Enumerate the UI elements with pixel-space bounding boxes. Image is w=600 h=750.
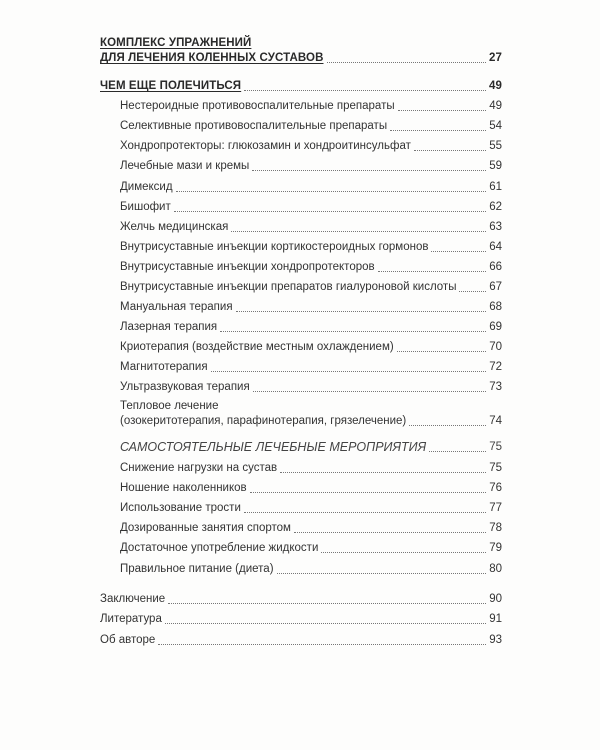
toc-part-2-page: 49 [489, 80, 502, 92]
toc-item-page: 55 [489, 140, 502, 152]
toc-item[interactable] [120, 481, 502, 496]
toc-item-page: 78 [489, 522, 502, 534]
toc-item-page: 59 [489, 160, 502, 172]
dot-leader [321, 551, 486, 553]
toc-item-page: 69 [489, 321, 502, 333]
toc-item-title: Литература [100, 613, 162, 625]
dot-leader [431, 250, 486, 252]
toc-item-title: Нестероидные противовоспалительные препараты [120, 100, 395, 112]
toc-item-title: Криотерапия (воздействие местным охлаждением) [120, 341, 394, 353]
toc-item-page: 62 [489, 201, 502, 213]
toc-item-title: Лечебные мази и кремы [120, 160, 250, 172]
toc-item-title: Димексид [120, 181, 173, 193]
toc-item[interactable] [120, 320, 502, 335]
toc-item-title: Ультразвуковая терапия [120, 381, 250, 393]
dot-leader [176, 190, 486, 192]
toc-item-page: 67 [489, 281, 502, 293]
toc-section-title: САМОСТОЯТЕЛЬНЫЕ ЛЕЧЕБНЫЕ МЕРОПРИЯТИЯ [120, 440, 427, 454]
toc-item[interactable] [120, 139, 502, 154]
toc-item-title: Бишофит [120, 201, 171, 213]
dot-leader [280, 471, 486, 473]
toc-item-title: Ношение наколенников [120, 482, 247, 494]
dot-leader [236, 310, 486, 312]
toc-section-self-treatment[interactable] [120, 440, 502, 455]
toc-item-title: Внутрисуставные инъекции кортикостероидных гормонов [120, 241, 429, 253]
toc-part-1[interactable] [100, 36, 502, 66]
dot-leader [158, 643, 486, 645]
toc-item-page: 63 [489, 221, 502, 233]
toc-item[interactable] [120, 200, 502, 215]
toc-item-page: 93 [489, 634, 502, 646]
toc-part-2[interactable] [100, 79, 502, 94]
toc-item-page: 79 [489, 542, 502, 554]
toc-item-title: Желчь медицинская [120, 221, 229, 233]
dot-leader [459, 290, 486, 292]
toc-item[interactable] [120, 119, 502, 134]
dot-leader [327, 61, 487, 63]
toc-item[interactable] [120, 220, 502, 235]
dot-leader [252, 169, 486, 171]
dot-leader [244, 89, 486, 91]
toc-item-page: 54 [489, 120, 502, 132]
toc-item[interactable] [120, 541, 502, 556]
toc-item-title: Хондропротекторы: глюкозамин и хондроитинсульфат [120, 140, 411, 152]
toc-item-page: 73 [489, 381, 502, 393]
toc-item-literature[interactable] [100, 612, 502, 627]
toc-item-title-line1: Тепловое лечение [120, 400, 219, 412]
toc-item-page: 70 [489, 341, 502, 353]
dot-leader [220, 330, 486, 332]
toc-item-page: 77 [489, 502, 502, 514]
dot-leader [168, 602, 486, 604]
toc-item-title: Использование трости [120, 502, 241, 514]
toc-item[interactable] [120, 159, 502, 174]
toc-item[interactable] [120, 501, 502, 516]
toc-item-title: Лазерная терапия [120, 321, 218, 333]
toc-item[interactable] [120, 240, 502, 255]
toc-part-1-title-line1: КОМПЛЕКС УПРАЖНЕНИЙ [100, 37, 252, 49]
toc-item[interactable] [120, 360, 502, 375]
toc-item-title: Правильное питание (диета) [120, 563, 274, 575]
toc-item-page: 91 [489, 613, 502, 625]
toc-item-title: Селективные противовоспалительные препараты [120, 120, 388, 132]
toc-item-page: 74 [489, 415, 502, 427]
toc-item-title: Дозированные занятия спортом [120, 522, 291, 534]
toc-item-page: 80 [489, 563, 502, 575]
toc-item-thermal[interactable] [120, 399, 502, 429]
toc-item-title-line2: (озокеритотерапия, парафинотерапия, грязелечение) [120, 415, 407, 427]
dot-leader [174, 210, 486, 212]
toc-item[interactable] [120, 562, 502, 577]
toc-item-page: 90 [489, 593, 502, 605]
toc-item-title: Заключение [100, 593, 166, 605]
dot-leader [244, 511, 486, 513]
toc-item[interactable] [120, 280, 502, 295]
toc-item-page: 76 [489, 482, 502, 494]
toc-part-1-page: 27 [489, 52, 502, 64]
toc-item-conclusion[interactable] [100, 592, 502, 607]
toc-item[interactable] [120, 380, 502, 395]
toc-part-1-title-line2: ДЛЯ ЛЕЧЕНИЯ КОЛЕННЫХ СУСТАВОВ [100, 52, 324, 64]
toc-item[interactable] [120, 340, 502, 355]
dot-leader [414, 149, 486, 151]
dot-leader [277, 572, 486, 574]
dot-leader [165, 622, 486, 624]
dot-leader [253, 390, 486, 392]
dot-leader [409, 424, 486, 426]
dot-leader [390, 129, 486, 131]
dot-leader [250, 491, 486, 493]
toc-item-title: Внутрисуставные инъекции хондропротекторов [120, 261, 375, 273]
toc-item-title: Об авторе [100, 634, 156, 646]
toc-item-page: 49 [489, 100, 502, 112]
toc-item[interactable] [120, 180, 502, 195]
toc-item-page: 72 [489, 361, 502, 373]
toc-item-page: 75 [489, 462, 502, 474]
toc-section-page: 75 [489, 441, 502, 453]
dot-leader [211, 370, 486, 372]
toc-item[interactable] [120, 300, 502, 315]
toc-item-title: Магнитотерапия [120, 361, 208, 373]
dot-leader [378, 270, 486, 272]
dot-leader [231, 230, 486, 232]
toc-item[interactable] [120, 99, 502, 114]
dot-leader [294, 531, 486, 533]
toc-item-page: 61 [489, 181, 502, 193]
toc-item[interactable] [120, 260, 502, 275]
toc-item-title: Внутрисуставные инъекции препаратов гиалуроновой кислоты [120, 281, 457, 293]
toc-item-title: Достаточное употребление жидкости [120, 542, 319, 554]
dot-leader [429, 450, 486, 452]
toc-item[interactable] [120, 521, 502, 536]
toc-item-page: 64 [489, 241, 502, 253]
toc-item[interactable] [120, 461, 502, 476]
toc-item-title: Мануальная терапия [120, 301, 233, 313]
dot-leader [397, 350, 486, 352]
toc-item-page: 68 [489, 301, 502, 313]
toc-item-about-author[interactable] [100, 633, 502, 648]
toc-part-2-title: ЧЕМ ЕЩЕ ПОЛЕЧИТЬСЯ [100, 80, 242, 92]
dot-leader [398, 109, 486, 111]
toc-item-title: Снижение нагрузки на сустав [120, 462, 278, 474]
toc-item-page: 66 [489, 261, 502, 273]
